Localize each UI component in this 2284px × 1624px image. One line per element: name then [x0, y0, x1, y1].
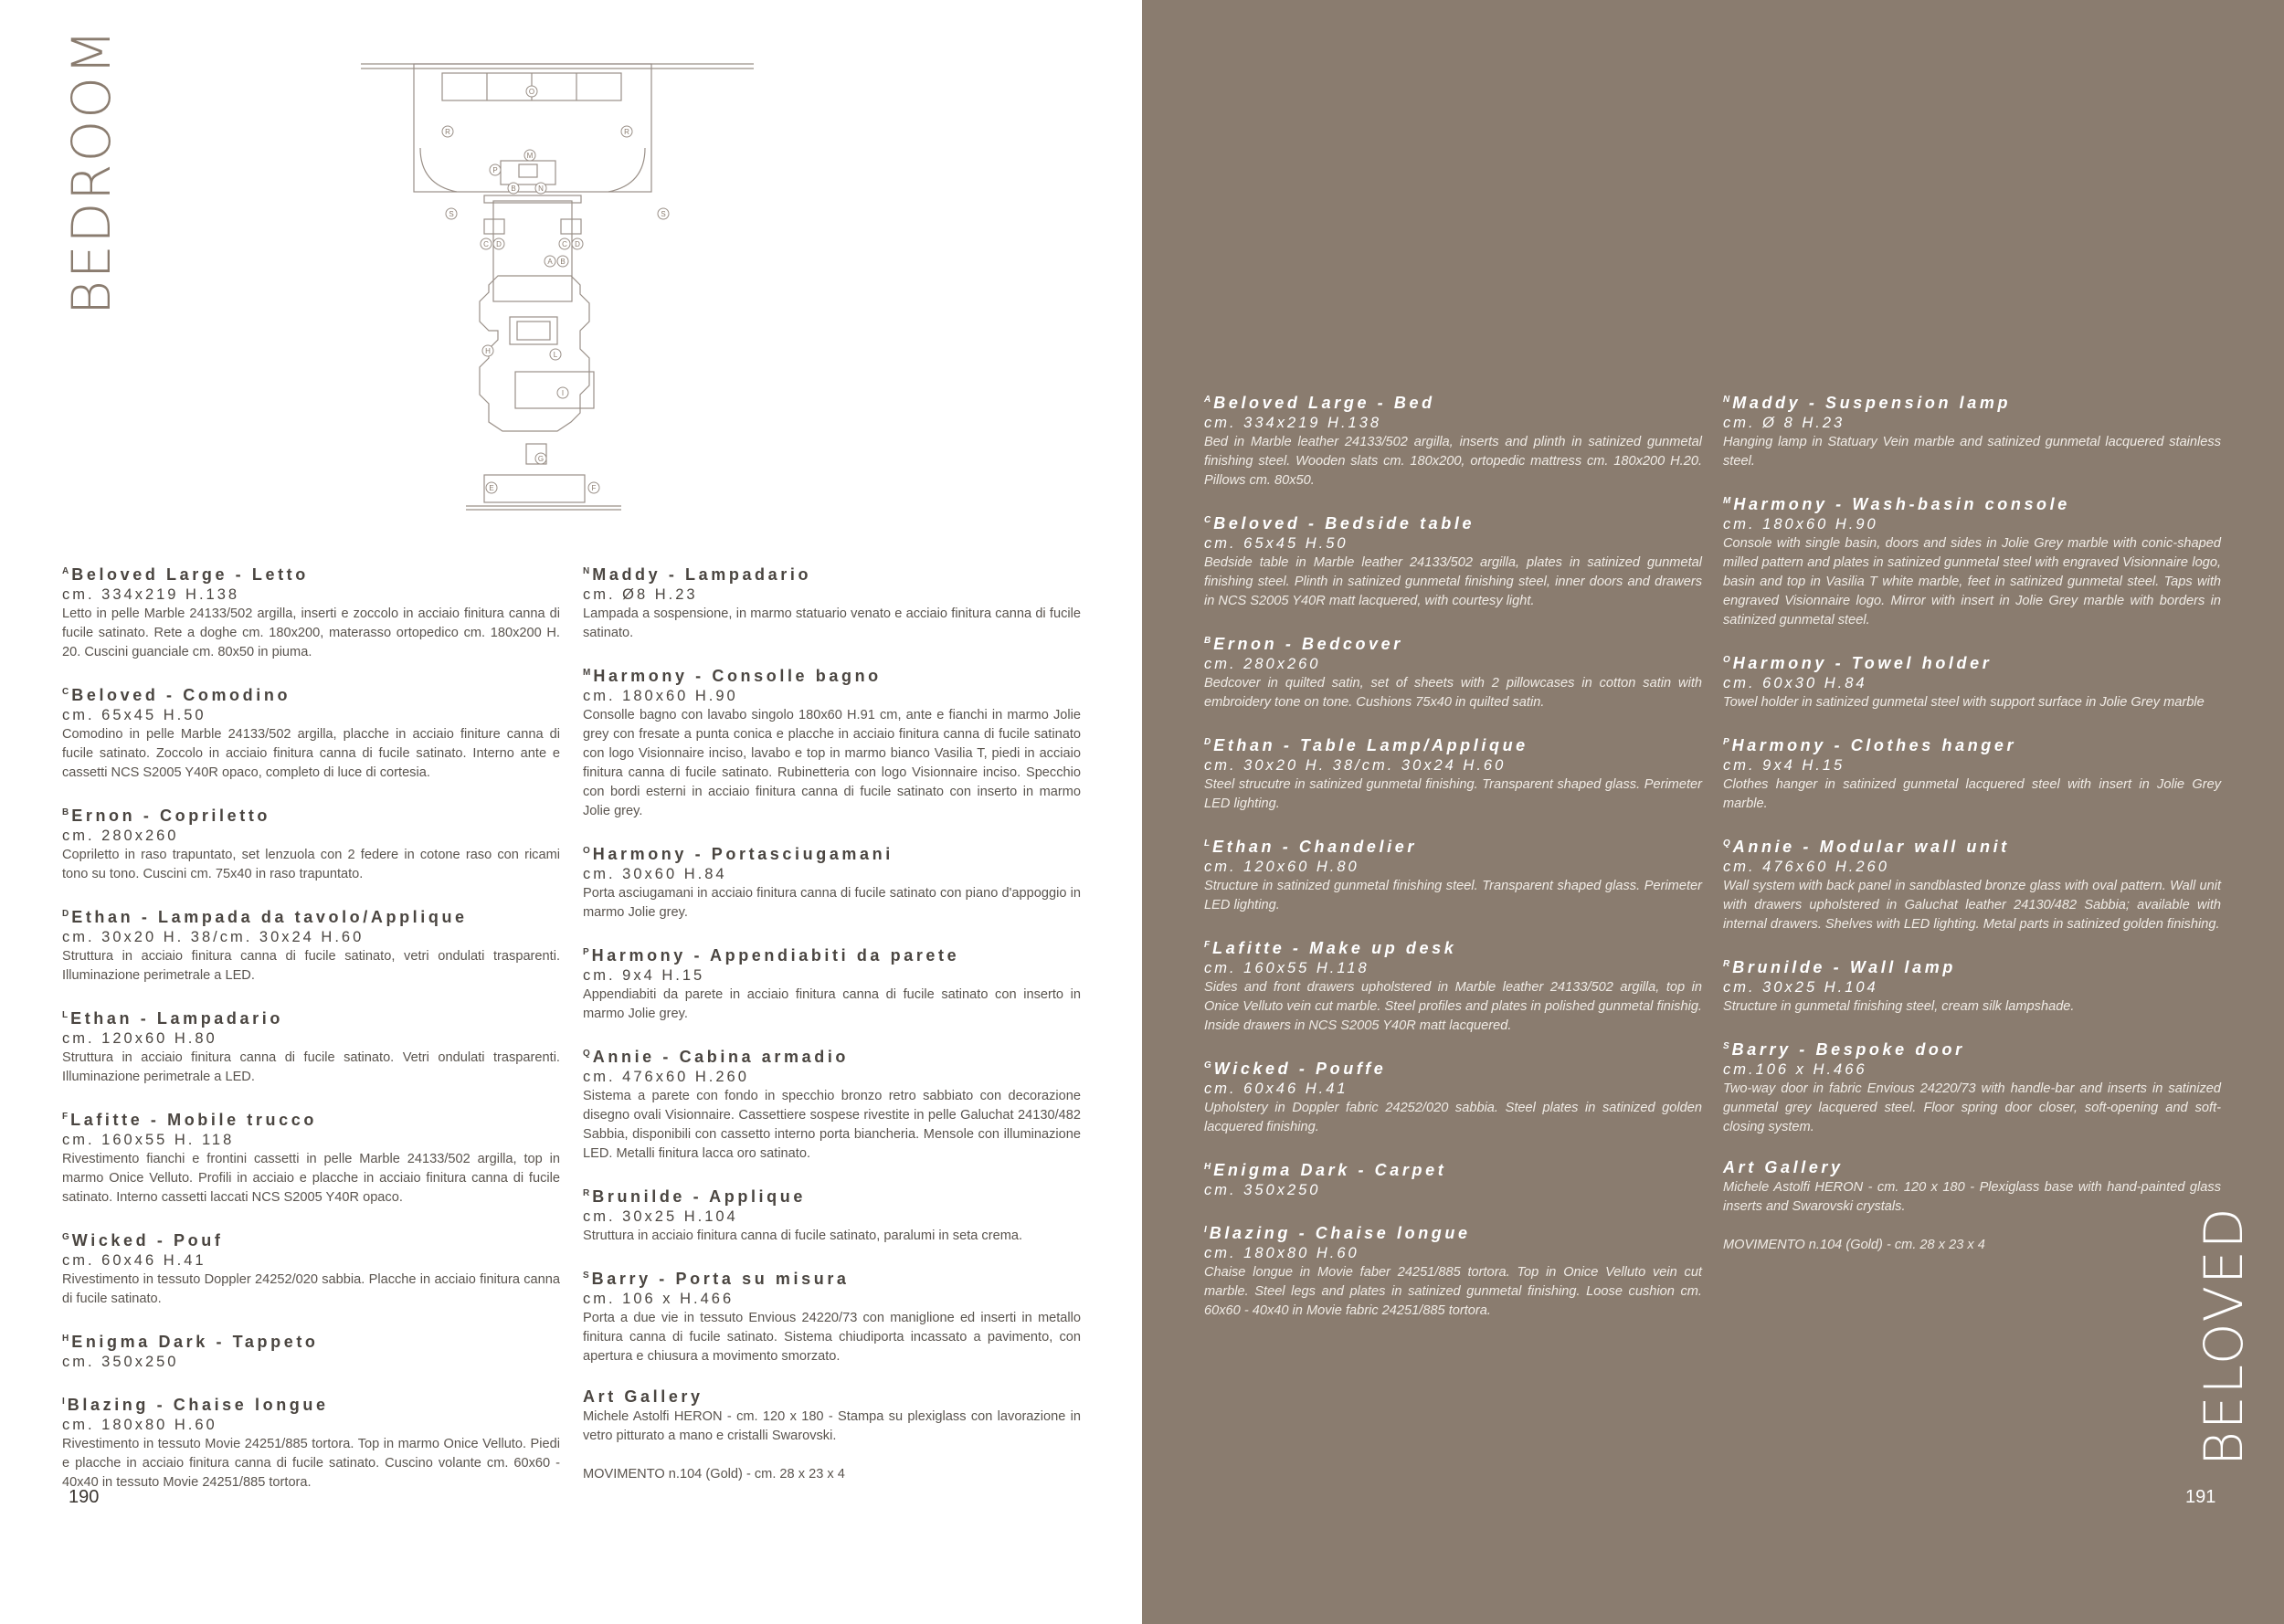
- item-letter: H: [62, 1334, 69, 1344]
- svg-text:B: B: [560, 258, 566, 266]
- catalog-item: [583, 1043, 1081, 1164]
- catalog-item: [62, 1328, 560, 1372]
- floor-plan-label: [481, 238, 492, 249]
- item-letter: O: [583, 846, 590, 856]
- catalog-item: [1723, 490, 2221, 630]
- item-title: Brunilde - Applique: [592, 1187, 806, 1206]
- item-title: Annie - Cabina armadio: [592, 1048, 850, 1066]
- item-letter: D: [62, 909, 69, 919]
- item-description: Clothes hanger in satinized gunmetal lacquered steel with insert in Jolie Grey marble.: [1723, 777, 2221, 811]
- svg-text:B: B: [511, 185, 516, 193]
- item-description: Structure in satinized gunmetal finishing steel. Transparent shaped glass. Perimeter LED lighting.: [1204, 879, 1702, 912]
- page-number-right: 191: [2185, 1487, 2216, 1507]
- item-name: [583, 942, 1081, 966]
- catalog-item: [1723, 1036, 2221, 1137]
- item-description: Porta a due vie in tessuto Envious 24220/73 con maniglione ed inserti in metallo finitura canna di fucile satinato. Sistema chiudiporta incassato a pavimento, con apertura e chiusura a movimento smorzato.: [583, 1311, 1081, 1364]
- item-dimensions: cm. 60x46 H.41: [62, 1252, 206, 1269]
- floor-plan-headboard: [484, 195, 581, 203]
- svg-text:A: A: [547, 258, 553, 266]
- item-description: Rivestimento in tessuto Movie 24251/885 tortora. Top in marmo Onice Velluto. Piedi e placche in acciaio finitura canna di fucile satinato. Cuscino volante cm. 60x60 - 40x40 in tessuto Movie 24251/885 tortora.: [62, 1437, 560, 1490]
- catalog-item: [1204, 1055, 1702, 1137]
- floor-plan-label: [482, 345, 493, 356]
- item-name: [1723, 389, 2221, 414]
- item-title: Beloved Large - Letto: [71, 565, 309, 584]
- item-name: [1723, 649, 2221, 674]
- page-number-left: 190: [69, 1487, 100, 1507]
- catalog-item: [583, 662, 1081, 821]
- floor-plan-label: [524, 150, 535, 161]
- item-dimensions: cm. 65x45 H.50: [1204, 535, 1348, 552]
- item-name: [583, 662, 1081, 687]
- item-title: Art Gallery: [583, 1387, 703, 1406]
- item-dimensions: cm. 476x60 H.260: [583, 1069, 749, 1085]
- floor-plan-bed: [493, 201, 572, 301]
- item-description: Michele Astolfi HERON - cm. 120 x 180 - Stampa su plexiglass con lavorazione in vetro pitturato a mano e cristalli Swarovski.: [583, 1409, 1081, 1443]
- item-description: Sistema a parete con fondo in specchio bronzo retro sabbiato con decorazione disegno ovali Visionnaire. Cassettiere sospese rivestite in pelle Galuchat 24130/482 Sabbia, disponibili con cassetto interno porta biancheria. Mensole con illuminazione LED. Metalli finitura lacca oro satinato.: [583, 1089, 1081, 1161]
- floor-plan: [356, 57, 767, 527]
- catalog-item: [1204, 510, 1702, 611]
- item-title: Lafitte - Mobile trucco: [70, 1111, 317, 1129]
- item-name: [1723, 490, 2221, 515]
- floor-plan-door-swing-right: [608, 148, 645, 192]
- item-title: Annie - Modular wall unit: [1732, 838, 2010, 856]
- item-name: [62, 802, 560, 827]
- item-description: Steel strucutre in satinized gunmetal finishing. Transparent shaped glass. Perimeter LED lighting.: [1204, 777, 1702, 811]
- item-name: [583, 1386, 1081, 1408]
- svg-text:L: L: [553, 351, 558, 359]
- catalog-item: [1723, 833, 2221, 934]
- item-description: Letto in pelle Marble 24133/502 argilla, inserti e zoccolo in acciaio finitura canna di fucile satinato. Rete a doghe cm. 180x200, materasso ortopedico cm. 180x200 H. 20. Cuscini guanciale cm. 80x50 in piuma.: [62, 606, 560, 659]
- svg-text:R: R: [445, 128, 450, 136]
- catalog-item: [1204, 833, 1702, 915]
- catalog-item: [62, 681, 560, 783]
- item-name: [62, 903, 560, 928]
- item-name: [62, 561, 560, 585]
- item-description: Console with single basin, doors and sides in Jolie Grey marble with conic-shaped milled pattern and plates in satinized gunmetal steel with engraved Visionnaire logo, basin and top in Vasilia T white marble, feet in satinized gunmetal steel. Taps with engraved Visionnaire logo. Mirror with insert in Jolie Grey marble with borders in satinized gunmetal steel.: [1723, 536, 2221, 627]
- english-column-2: [1723, 389, 2221, 1255]
- item-title: Maddy - Suspension lamp: [1732, 394, 2012, 412]
- catalog-item: [1723, 389, 2221, 471]
- item-dimensions: cm. 30x20 H. 38/cm. 30x24 H.60: [62, 929, 365, 945]
- item-letter: F: [62, 1112, 69, 1122]
- item-letter: B: [1204, 636, 1211, 646]
- art-note: MOVIMENTO n.104 (Gold) - cm. 28 x 23 x 4: [583, 1467, 845, 1482]
- item-name: [1204, 1219, 1702, 1244]
- item-description: Struttura in acciaio finitura canna di fucile satinato, paralumi in seta crema.: [583, 1229, 1023, 1243]
- item-name: [583, 1183, 1081, 1207]
- item-dimensions: cm. 180x80 H.60: [62, 1417, 217, 1433]
- catalog-item: [1723, 954, 2221, 1017]
- item-dimensions: cm. 160x55 H.118: [1204, 960, 1369, 976]
- item-description: Chaise longue in Movie faber 24251/885 tortora. Top in Onice Velluto vein cut marble. Steel legs and plates in satinized gunmetal finishing. Loose cushion cm. 60x60 - 40x40 in Movie fabric 24251/885 tortora.: [1204, 1265, 1702, 1318]
- item-dimensions: cm. 180x60 H.90: [1723, 516, 1878, 533]
- item-letter: A: [1204, 395, 1211, 405]
- item-letter: O: [1723, 655, 1730, 665]
- item-letter: L: [1204, 838, 1211, 849]
- item-description: Comodino in pelle Marble 24133/502 argilla, placche in acciaio finiture canna di fucile satinato. Zoccolo in acciaio finitura canna di fucile satinato. Interno ante e cassetti NCS S2005 Y40R opaco, completo di luce di cortesia.: [62, 727, 560, 780]
- catalog-item: [1204, 630, 1702, 712]
- item-title: Lafitte - Make up desk: [1212, 939, 1457, 957]
- item-letter: L: [62, 1010, 69, 1020]
- svg-text:E: E: [489, 484, 494, 492]
- svg-text:C: C: [562, 240, 567, 248]
- floor-plan-label: [559, 238, 570, 249]
- floor-plan-label: [535, 183, 546, 194]
- item-letter: P: [1723, 737, 1729, 747]
- item-letter: Q: [1723, 838, 1730, 849]
- item-letter: I: [62, 1397, 65, 1407]
- catalog-item: [62, 561, 560, 662]
- catalog-item: [583, 1265, 1081, 1366]
- item-name: [62, 1391, 560, 1416]
- item-dimensions: cm. 280x260: [62, 828, 179, 844]
- item-title: Ernon - Copriletto: [71, 807, 271, 825]
- item-dimensions: cm.106 x H.466: [1723, 1061, 1867, 1078]
- item-letter: C: [1204, 515, 1211, 525]
- item-letter: F: [1204, 940, 1211, 950]
- item-dimensions: cm. 476x60 H.260: [1723, 859, 1889, 875]
- catalog-item: [1204, 934, 1702, 1036]
- item-dimensions: cm. Ø8 H.23: [583, 586, 698, 603]
- item-letter: Q: [583, 1049, 590, 1059]
- italian-column-1: [62, 561, 560, 1512]
- item-title: Beloved Large - Bed: [1213, 394, 1435, 412]
- floor-plan-label: [550, 349, 561, 360]
- item-name: [1723, 732, 2221, 756]
- item-letter: M: [1723, 496, 1731, 506]
- item-dimensions: cm. 30x25 H.104: [583, 1208, 738, 1225]
- item-dimensions: cm. 334x219 H.138: [1204, 415, 1382, 431]
- item-letter: N: [583, 566, 590, 576]
- item-letter: M: [583, 668, 591, 678]
- floor-plan-label: [545, 256, 555, 267]
- floor-plan-label: [572, 238, 583, 249]
- floor-plan-label: [486, 482, 497, 493]
- item-letter: G: [1204, 1060, 1211, 1070]
- item-name: [1204, 1156, 1702, 1181]
- svg-text:D: D: [575, 240, 580, 248]
- item-letter: P: [583, 947, 589, 957]
- item-title: Harmony - Towel holder: [1732, 654, 1993, 672]
- floor-plan-bedside-right: [561, 219, 581, 234]
- floor-plan-makeup-desk: [484, 475, 585, 502]
- item-name: [583, 1265, 1081, 1290]
- item-description: Upholstery in Doppler fabric 24252/020 sabbia. Steel plates in satinized golden lacquered finishing.: [1204, 1101, 1702, 1134]
- floor-plan-door-swing-left: [420, 148, 457, 192]
- catalog-item: [583, 942, 1081, 1024]
- floor-plan-label: [557, 387, 568, 398]
- floor-plan-bedside-left: [484, 219, 504, 234]
- item-description: Wall system with back panel in sandblasted bronze glass with oval pattern. Wall unit with drawers upholstered in Galuchat leather 24130/482 Sabbia; available with internal drawers. Shelves with LED lighting. Metal parts in satinized golden finishing.: [1723, 879, 2221, 932]
- item-dimensions: cm. 30x20 H. 38/cm. 30x24 H.60: [1204, 757, 1507, 774]
- catalog-item: [1723, 732, 2221, 814]
- floor-plan-label: [621, 126, 632, 137]
- svg-text:O: O: [528, 88, 535, 96]
- item-title: Brunilde - Wall lamp: [1732, 958, 1956, 976]
- catalog-item: [62, 802, 560, 884]
- floor-plan-label: [508, 183, 519, 194]
- svg-text:S: S: [661, 210, 666, 218]
- catalog-item: [1204, 732, 1702, 814]
- item-dimensions: cm. 9x4 H.15: [1723, 757, 1845, 774]
- item-title: Ethan - Lampadario: [70, 1009, 283, 1028]
- item-title: Maddy - Lampadario: [592, 565, 812, 584]
- floor-plan-label: [658, 208, 669, 219]
- item-title: Harmony - Consolle bagno: [593, 667, 882, 685]
- item-dimensions: cm. 334x219 H.138: [62, 586, 240, 603]
- item-title: Enigma Dark - Carpet: [1213, 1161, 1447, 1179]
- catalog-item: [583, 1386, 1081, 1446]
- item-name: [1204, 1055, 1702, 1080]
- item-description: Consolle bagno con lavabo singolo 180x60 H.91 cm, ante e fianchi in marmo Jolie grey con fresate a punta conica e placche in acciaio finitura canna di fucile satinato con logo Visionnaire inciso, lavabo e top in marmo bianco Vasilia T, piedi in acciaio finitura canna di fucile satinato. Rubinetteria con logo Visionnaire inciso. Specchio con bordi esterni in acciaio finitura canna di fucile satinato con inserto in marmo Jolie grey.: [583, 708, 1081, 818]
- item-description: Sides and front drawers upholstered in Marble leather 24133/502 argilla, top in Onice Velluto vein cut marble. Steel profiles and plates in polished gunmetal finishig. Inside drawers in NCS S2005 Y40R matt lacquered.: [1204, 980, 1702, 1033]
- item-name: [1204, 934, 1702, 959]
- page-title-bedroom: BEDROOM: [60, 27, 122, 315]
- italian-column-2: [583, 561, 1081, 1484]
- svg-text:H: H: [485, 347, 491, 355]
- item-dimensions: cm. 180x60 H.90: [583, 688, 738, 704]
- item-title: Enigma Dark - Tappeto: [71, 1333, 319, 1351]
- catalog-item: [1204, 389, 1702, 490]
- item-dimensions: cm. 120x60 H.80: [1204, 859, 1359, 875]
- item-title: Wicked - Pouffe: [1213, 1060, 1387, 1078]
- svg-text:F: F: [591, 484, 597, 492]
- item-title: Harmony - Portasciugamani: [592, 845, 894, 863]
- svg-text:G: G: [537, 455, 545, 463]
- item-dimensions: cm. 106 x H.466: [583, 1291, 735, 1307]
- floor-plan-label: [526, 86, 537, 97]
- art-note: MOVIMENTO n.104 (Gold) - cm. 28 x 23 x 4: [1723, 1238, 1985, 1252]
- item-description: Michele Astolfi HERON - cm. 120 x 180 - Plexiglass base with hand-painted glass inserts and Swarovski crystals.: [1723, 1180, 2221, 1214]
- item-title: Ethan - Lampada da tavolo/Applique: [71, 908, 468, 926]
- item-dimensions: cm. 60x46 H.41: [1204, 1081, 1348, 1097]
- item-title: Beloved - Comodino: [71, 686, 291, 704]
- item-dimensions: cm. 350x250: [62, 1354, 179, 1370]
- item-name: [1723, 1036, 2221, 1060]
- catalog-item: [1204, 1156, 1702, 1200]
- item-title: Ethan - Table Lamp/Applique: [1213, 736, 1528, 754]
- svg-text:I: I: [561, 389, 565, 397]
- item-title: Art Gallery: [1723, 1158, 1844, 1176]
- item-name: [62, 1227, 560, 1251]
- page-title-beloved: BELOVED: [2193, 1206, 2255, 1466]
- item-name: [1723, 954, 2221, 978]
- item-letter: N: [1723, 395, 1730, 405]
- item-description: Copriletto in raso trapuntato, set lenzuola con 2 federe in cotone raso con ricami tono su tono. Cuscini cm. 75x40 in raso trapuntato.: [62, 848, 560, 881]
- floor-plan-chandelier-inner: [517, 322, 550, 340]
- item-description: Appendiabiti da parete in acciaio finitura canna di fucile satinato con inserto in marmo Jolie grey.: [583, 987, 1081, 1021]
- svg-text:N: N: [538, 185, 544, 193]
- catalog-item: [62, 1005, 560, 1087]
- item-name: [62, 1328, 560, 1353]
- item-description: Porta asciugamani in acciaio finitura canna di fucile satinato con piano d'appoggio in marmo Jolie grey.: [583, 886, 1081, 920]
- item-name: [583, 561, 1081, 585]
- item-name: [62, 1106, 560, 1131]
- item-title: Harmony - Wash-basin console: [1733, 495, 2070, 513]
- item-description: Bed in Marble leather 24133/502 argilla, inserts and plinth in satinized gunmetal finishing steel. Wooden slats cm. 180x200, ortopedic mattress cm. 180x200 H.20. Pillows cm. 80x50.: [1204, 435, 1702, 488]
- catalog-item: [583, 840, 1081, 923]
- item-name: [1204, 732, 1702, 756]
- item-name: [1723, 1156, 2221, 1178]
- svg-text:R: R: [624, 128, 629, 136]
- catalog-item: [62, 1391, 560, 1492]
- floor-plan-label: [493, 238, 504, 249]
- item-title: Harmony - Appendiabiti da parete: [591, 946, 960, 965]
- item-name: [1204, 389, 1702, 414]
- catalog-item: [62, 1106, 560, 1207]
- item-letter: D: [1204, 737, 1211, 747]
- item-dimensions: cm. 280x260: [1204, 656, 1321, 672]
- svg-text:M: M: [526, 152, 534, 160]
- svg-text:C: C: [483, 240, 489, 248]
- catalog-item: [583, 561, 1081, 643]
- svg-text:S: S: [449, 210, 454, 218]
- item-description: Lampada a sospensione, in marmo statuario venato e acciaio finitura canna di fucile satinato.: [583, 606, 1081, 640]
- item-name: [62, 1005, 560, 1029]
- item-dimensions: cm. 120x60 H.80: [62, 1030, 217, 1047]
- item-description: Rivestimento fianchi e frontini cassetti in pelle Marble 24133/502 argilla, top in marmo Onice Velluto. Profili in acciaio e placche in acciaio finitura canna di fucile satinato. Interno cassetti laccati NCS S2005 Y40R opaco.: [62, 1152, 560, 1205]
- item-description: Bedcover in quilted satin, set of sheets with 2 pillowcases in cotton satin with embroidery tone on tone. Cushions 75x40 in quilted satin.: [1204, 676, 1702, 710]
- item-dimensions: cm. 350x250: [1204, 1182, 1321, 1198]
- item-name: [583, 1043, 1081, 1068]
- catalog-item: [1204, 1219, 1702, 1321]
- item-title: Blazing - Chaise longue: [67, 1396, 329, 1414]
- item-letter: H: [1204, 1162, 1211, 1172]
- svg-text:P: P: [492, 166, 498, 174]
- item-dimensions: cm. 30x25 H.104: [1723, 979, 1878, 996]
- item-description: Hanging lamp in Statuary Vein marble and satinized gunmetal lacquered stainless steel.: [1723, 435, 2221, 469]
- catalog-item: [583, 1183, 1081, 1246]
- item-description: Towel holder in satinized gunmetal steel with support surface in Jolie Grey marble: [1723, 695, 2205, 710]
- catalog-item: [62, 1227, 560, 1309]
- item-letter: R: [583, 1188, 590, 1198]
- item-title: Barry - Bespoke door: [1731, 1040, 1965, 1059]
- item-letter: S: [583, 1271, 589, 1281]
- item-description: Two-way door in fabric Envious 24220/73 with handle-bar and inserts in satinized gunmetal grey lacquered steel. Floor spring door closer, soft-opening and soft-closing system.: [1723, 1081, 2221, 1134]
- item-dimensions: cm. 60x30 H.84: [1723, 675, 1867, 691]
- item-description: Struttura in acciaio finitura canna di fucile satinato, vetri ondulati trasparenti. Illuminazione perimetrale a LED.: [62, 949, 560, 983]
- item-letter: G: [62, 1232, 69, 1242]
- item-dimensions: cm. 160x55 H. 118: [62, 1132, 235, 1148]
- item-letter: C: [62, 687, 69, 697]
- floor-plan-label: [557, 256, 568, 267]
- floor-plan-label: [588, 482, 599, 493]
- floor-plan-label: [490, 164, 501, 175]
- catalog-item: [62, 903, 560, 986]
- item-title: Blazing - Chaise longue: [1209, 1224, 1471, 1242]
- item-title: Barry - Porta su misura: [591, 1270, 850, 1288]
- catalog-item: [1723, 649, 2221, 712]
- item-description: Bedside table in Marble leather 24133/502 argilla, plates in satinized gunmetal finishing steel. Plinth in satinized gunmetal finishing steel, inner doors and drawers in NCS S2005 Y40R matt lacquered, with courtesy light.: [1204, 555, 1702, 608]
- item-name: [1204, 630, 1702, 655]
- item-title: Ethan - Chandelier: [1212, 838, 1417, 856]
- item-title: Harmony - Clothes hanger: [1731, 736, 2017, 754]
- item-name: [583, 840, 1081, 865]
- item-name: [1204, 833, 1702, 858]
- floor-plan-label: [446, 208, 457, 219]
- item-dimensions: cm. Ø 8 H.23: [1723, 415, 1845, 431]
- floor-plan-chaise-longue: [515, 372, 594, 408]
- item-dimensions: cm. 180x80 H.60: [1204, 1245, 1359, 1261]
- item-letter: S: [1723, 1041, 1729, 1051]
- floor-plan-basin: [519, 164, 537, 177]
- floor-plan-label: [442, 126, 453, 137]
- item-title: Beloved - Bedside table: [1213, 514, 1475, 533]
- english-column-1: [1204, 389, 1702, 1340]
- item-name: [1204, 510, 1702, 534]
- item-dimensions: cm. 30x60 H.84: [583, 866, 727, 882]
- catalog-item: [1723, 1156, 2221, 1217]
- item-dimensions: cm. 65x45 H.50: [62, 707, 206, 723]
- item-letter: R: [1723, 959, 1730, 969]
- item-letter: I: [1204, 1225, 1207, 1235]
- item-name: [62, 681, 560, 706]
- item-description: Structure in gunmetal finishing steel, cream silk lampshade.: [1723, 999, 2075, 1014]
- item-name: [1723, 833, 2221, 858]
- item-title: Ernon - Bedcover: [1213, 635, 1403, 653]
- item-dimensions: cm. 9x4 H.15: [583, 967, 705, 984]
- item-title: Wicked - Pouf: [71, 1231, 224, 1250]
- item-letter: B: [62, 807, 69, 817]
- item-description: Struttura in acciaio finitura canna di fucile satinato. Vetri ondulati trasparenti. Illuminazione perimetrale a LED.: [62, 1050, 560, 1084]
- item-description: Rivestimento in tessuto Doppler 24252/020 sabbia. Placche in acciaio finitura canna di fucile satinato.: [62, 1272, 560, 1306]
- svg-text:D: D: [496, 240, 502, 248]
- item-letter: A: [62, 566, 69, 576]
- floor-plan-label: [535, 453, 546, 464]
